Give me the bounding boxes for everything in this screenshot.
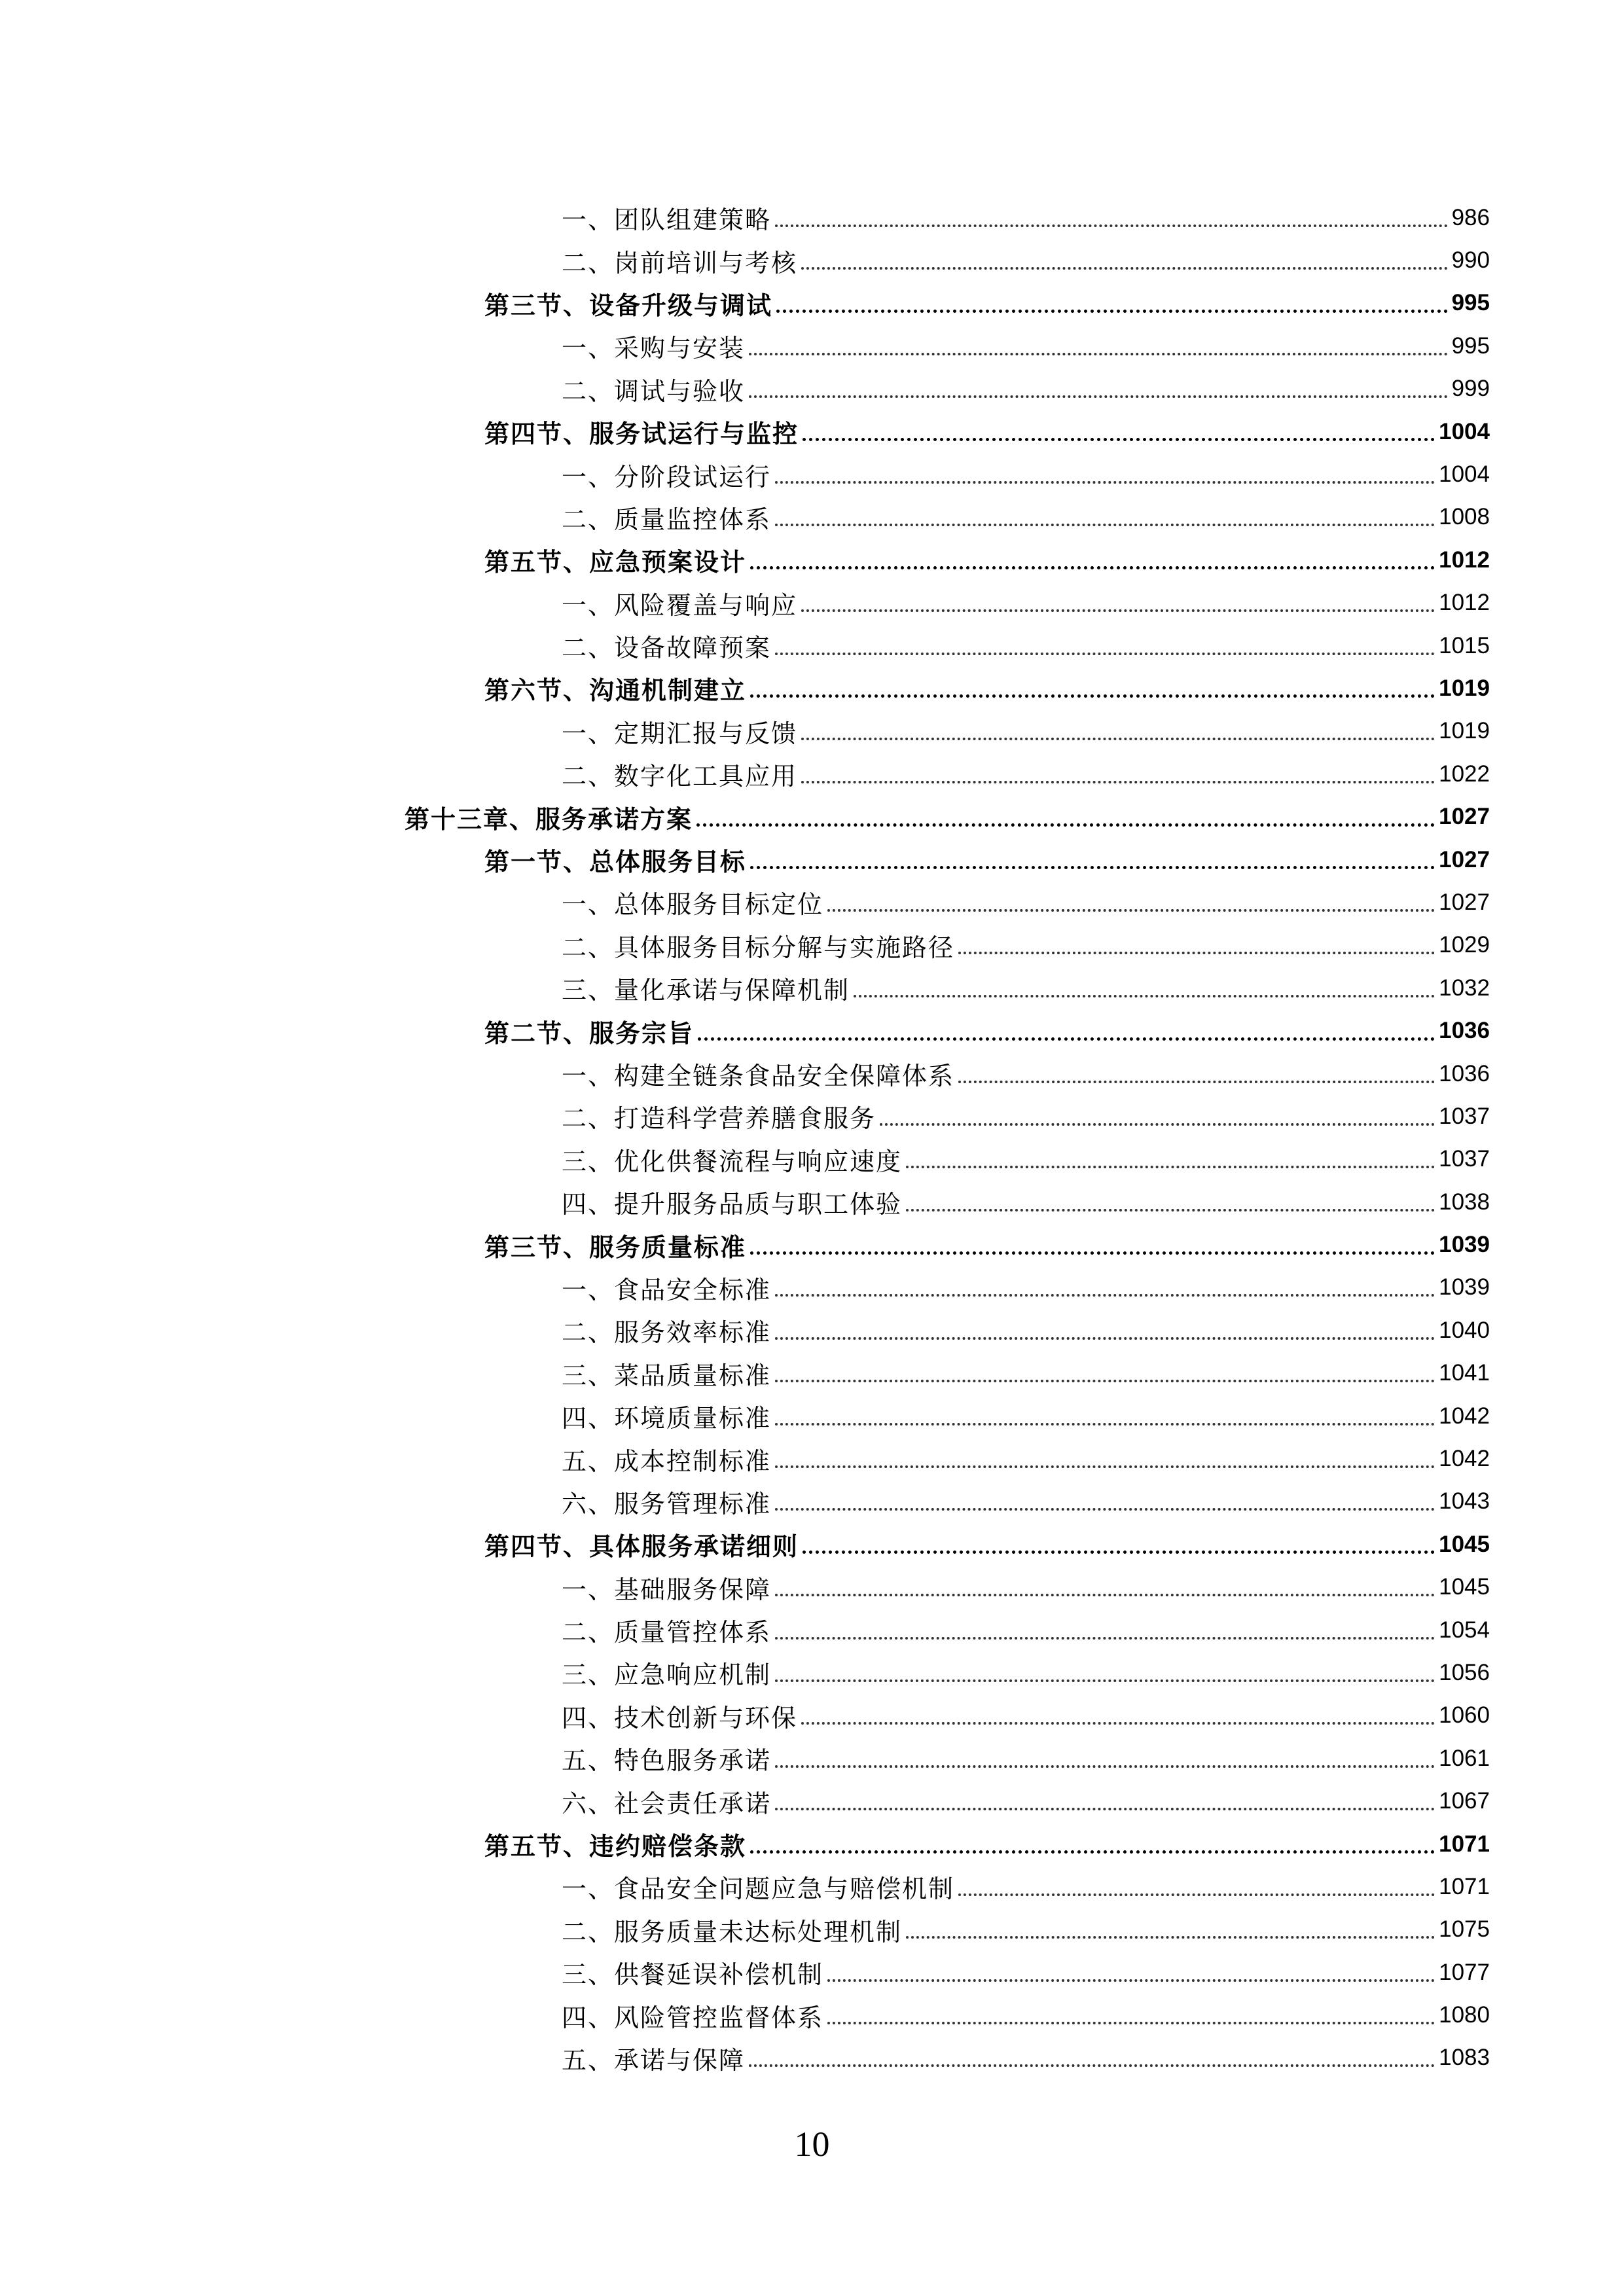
toc-section-entry[interactable] bbox=[0, 410, 1624, 453]
dot-leader bbox=[880, 1123, 1435, 1126]
toc-entry-page: 1019 bbox=[1439, 718, 1490, 744]
toc-subsection-entry[interactable] bbox=[0, 1437, 1624, 1480]
toc-subsection-entry[interactable] bbox=[0, 1566, 1624, 1609]
dot-leader bbox=[801, 738, 1435, 740]
page-number: 10 bbox=[794, 2125, 830, 2164]
table-of-contents bbox=[0, 196, 1624, 2079]
dot-leader bbox=[803, 438, 1435, 441]
dot-leader bbox=[750, 1850, 1435, 1854]
dot-leader bbox=[776, 310, 1448, 313]
toc-entry-page: 1039 bbox=[1439, 1274, 1490, 1300]
toc-entry-title: 一、采购与安装 bbox=[562, 334, 746, 363]
toc-subsection-entry[interactable] bbox=[0, 325, 1624, 367]
toc-entry-title: 四、提升服务品质与职工体验 bbox=[562, 1190, 903, 1219]
toc-entry-title: 三、优化供餐流程与响应速度 bbox=[562, 1147, 903, 1176]
toc-entry-title: 三、量化承诺与保障机制 bbox=[562, 976, 850, 1005]
toc-entry-page: 1027 bbox=[1439, 846, 1490, 872]
toc-subsection-entry[interactable] bbox=[0, 1695, 1624, 1737]
toc-entry-page: 986 bbox=[1451, 204, 1490, 230]
toc-entry-title: 第六节、沟通机制建立 bbox=[484, 676, 747, 706]
toc-entry-page: 1042 bbox=[1439, 1446, 1490, 1472]
dot-leader bbox=[749, 395, 1448, 398]
toc-entry-title: 二、质量监控体系 bbox=[562, 505, 772, 534]
toc-section-entry[interactable] bbox=[0, 667, 1624, 709]
toc-entry-title: 第四节、具体服务承诺细则 bbox=[484, 1532, 799, 1562]
toc-entry-page: 999 bbox=[1451, 376, 1490, 402]
toc-subsection-entry[interactable] bbox=[0, 1480, 1624, 1523]
dot-leader bbox=[958, 952, 1435, 954]
toc-section-entry[interactable] bbox=[0, 1823, 1624, 1865]
dot-leader bbox=[749, 353, 1448, 355]
toc-entry-page: 1037 bbox=[1439, 1146, 1490, 1172]
dot-leader bbox=[775, 1337, 1435, 1340]
toc-subsection-entry[interactable] bbox=[0, 453, 1624, 495]
toc-subsection-entry[interactable] bbox=[0, 1266, 1624, 1309]
toc-entry-page: 1029 bbox=[1439, 932, 1490, 958]
toc-entry-title: 四、环境质量标准 bbox=[562, 1404, 772, 1433]
dot-leader bbox=[906, 1166, 1435, 1168]
toc-entry-page: 1043 bbox=[1439, 1488, 1490, 1515]
toc-subsection-entry[interactable] bbox=[0, 1609, 1624, 1651]
dot-leader bbox=[775, 653, 1435, 655]
toc-subsection-entry[interactable] bbox=[0, 1994, 1624, 2036]
dot-leader bbox=[827, 1979, 1435, 1982]
toc-entry-title: 二、设备故障预案 bbox=[562, 634, 772, 663]
dot-leader bbox=[958, 1081, 1435, 1083]
toc-entry-page: 1083 bbox=[1439, 2045, 1490, 2071]
dot-leader bbox=[750, 694, 1435, 698]
toc-entry-title: 三、供餐延误补偿机制 bbox=[562, 1960, 824, 1990]
toc-entry-page: 1067 bbox=[1439, 1788, 1490, 1814]
dot-leader bbox=[827, 2022, 1435, 2024]
toc-entry-title: 一、总体服务目标定位 bbox=[562, 890, 824, 920]
toc-subsection-entry[interactable] bbox=[0, 239, 1624, 281]
toc-entry-page: 1015 bbox=[1439, 632, 1490, 658]
toc-subsection-entry[interactable] bbox=[0, 1181, 1624, 1223]
toc-entry-title: 一、风险覆盖与响应 bbox=[562, 590, 798, 620]
dot-leader bbox=[801, 609, 1435, 612]
toc-subsection-entry[interactable] bbox=[0, 1052, 1624, 1095]
dot-leader bbox=[958, 1893, 1435, 1896]
dot-leader bbox=[775, 524, 1435, 526]
toc-entry-page: 1037 bbox=[1439, 1103, 1490, 1129]
toc-subsection-entry[interactable] bbox=[0, 368, 1624, 410]
toc-entry-title: 二、调试与验收 bbox=[562, 376, 746, 406]
toc-subsection-entry[interactable] bbox=[0, 967, 1624, 1009]
toc-subsection-entry[interactable] bbox=[0, 1352, 1624, 1395]
toc-section-entry[interactable] bbox=[0, 1523, 1624, 1566]
toc-entry-title: 五、特色服务承诺 bbox=[562, 1746, 772, 1776]
toc-subsection-entry[interactable] bbox=[0, 1780, 1624, 1822]
dot-leader bbox=[775, 1765, 1435, 1768]
toc-entry-page: 1012 bbox=[1439, 590, 1490, 616]
dot-leader bbox=[775, 224, 1448, 227]
toc-entry-page: 1027 bbox=[1439, 804, 1490, 830]
toc-entry-page: 1071 bbox=[1439, 1831, 1490, 1857]
toc-entry-title: 二、具体服务目标分解与实施路径 bbox=[562, 933, 955, 962]
toc-entry-title: 二、数字化工具应用 bbox=[562, 762, 798, 791]
dot-leader bbox=[775, 1508, 1435, 1511]
toc-entry-title: 二、质量管控体系 bbox=[562, 1618, 772, 1647]
toc-entry-title: 二、服务质量未达标处理机制 bbox=[562, 1917, 903, 1946]
toc-entry-title: 第三节、服务质量标准 bbox=[484, 1232, 747, 1262]
dot-leader bbox=[749, 2064, 1435, 2067]
toc-entry-page: 995 bbox=[1451, 332, 1490, 359]
toc-entry-title: 一、团队组建策略 bbox=[562, 206, 772, 235]
toc-section-entry[interactable] bbox=[0, 282, 1624, 325]
toc-entry-page: 1056 bbox=[1439, 1659, 1490, 1685]
toc-entry-title: 第五节、违约赔偿条款 bbox=[484, 1832, 747, 1861]
dot-leader bbox=[827, 909, 1435, 912]
toc-subsection-entry[interactable] bbox=[0, 1951, 1624, 1994]
toc-section-entry[interactable] bbox=[0, 1223, 1624, 1266]
dot-leader bbox=[775, 481, 1435, 484]
toc-subsection-entry[interactable] bbox=[0, 1651, 1624, 1694]
toc-entry-title: 三、菜品质量标准 bbox=[562, 1361, 772, 1390]
toc-entry-page: 1071 bbox=[1439, 1873, 1490, 1899]
toc-subsection-entry[interactable] bbox=[0, 1737, 1624, 1780]
toc-entry-page: 1041 bbox=[1439, 1360, 1490, 1386]
toc-subsection-entry[interactable] bbox=[0, 624, 1624, 667]
toc-subsection-entry[interactable] bbox=[0, 582, 1624, 624]
toc-chapter-entry[interactable] bbox=[0, 795, 1624, 838]
toc-subsection-entry[interactable] bbox=[0, 196, 1624, 239]
toc-entry-page: 1040 bbox=[1439, 1317, 1490, 1343]
dot-leader bbox=[750, 566, 1435, 569]
toc-entry-title: 第五节、应急预案设计 bbox=[484, 548, 747, 577]
toc-entry-page: 995 bbox=[1451, 290, 1490, 316]
toc-entry-page: 1045 bbox=[1439, 1531, 1490, 1557]
toc-subsection-entry[interactable] bbox=[0, 881, 1624, 924]
toc-entry-page: 1012 bbox=[1439, 547, 1490, 573]
toc-entry-title: 一、定期汇报与反馈 bbox=[562, 719, 798, 748]
toc-subsection-entry[interactable] bbox=[0, 710, 1624, 753]
toc-entry-title: 四、风险管控监督体系 bbox=[562, 2003, 824, 2032]
dot-leader bbox=[801, 1722, 1435, 1725]
dot-leader bbox=[801, 267, 1448, 270]
dot-leader bbox=[775, 1380, 1435, 1382]
toc-entry-page: 1038 bbox=[1439, 1189, 1490, 1215]
toc-entry-page: 1008 bbox=[1439, 504, 1490, 530]
toc-subsection-entry[interactable] bbox=[0, 1909, 1624, 1951]
toc-entry-page: 1042 bbox=[1439, 1403, 1490, 1429]
toc-entry-page: 1080 bbox=[1439, 2002, 1490, 2028]
dot-leader bbox=[906, 1209, 1435, 1211]
toc-subsection-entry[interactable] bbox=[0, 2037, 1624, 2079]
toc-entry-title: 四、技术创新与环保 bbox=[562, 1703, 798, 1732]
toc-entry-title: 一、食品安全问题应急与赔偿机制 bbox=[562, 1874, 955, 1904]
toc-entry-title: 二、岗前培训与考核 bbox=[562, 248, 798, 278]
toc-entry-title: 五、成本控制标准 bbox=[562, 1446, 772, 1476]
dot-leader bbox=[775, 1808, 1435, 1810]
toc-entry-page: 1045 bbox=[1439, 1574, 1490, 1600]
toc-entry-page: 990 bbox=[1451, 247, 1490, 274]
toc-entry-page: 1054 bbox=[1439, 1617, 1490, 1643]
toc-subsection-entry[interactable] bbox=[0, 1309, 1624, 1352]
dot-leader bbox=[854, 995, 1435, 997]
dot-leader bbox=[775, 1423, 1435, 1426]
toc-subsection-entry[interactable] bbox=[0, 1865, 1624, 1908]
toc-entry-title: 第二节、服务宗旨 bbox=[484, 1018, 695, 1048]
toc-entry-title: 第一节、总体服务目标 bbox=[484, 848, 747, 877]
dot-leader bbox=[775, 1294, 1435, 1297]
dot-leader bbox=[775, 1637, 1435, 1640]
toc-entry-page: 1032 bbox=[1439, 975, 1490, 1001]
toc-entry-title: 第三节、设备升级与调试 bbox=[484, 291, 773, 320]
toc-subsection-entry[interactable] bbox=[0, 1395, 1624, 1437]
toc-entry-page: 1061 bbox=[1439, 1745, 1490, 1771]
dot-leader bbox=[803, 1551, 1435, 1554]
toc-subsection-entry[interactable] bbox=[0, 1095, 1624, 1138]
toc-entry-page: 1036 bbox=[1439, 1018, 1490, 1044]
dot-leader bbox=[906, 1936, 1435, 1939]
dot-leader bbox=[801, 781, 1435, 783]
toc-entry-title: 六、服务管理标准 bbox=[562, 1489, 772, 1518]
toc-subsection-entry[interactable] bbox=[0, 753, 1624, 795]
toc-entry-title: 一、基础服务保障 bbox=[562, 1575, 772, 1604]
toc-entry-page: 1060 bbox=[1439, 1702, 1490, 1729]
toc-entry-title: 一、构建全链条食品安全保障体系 bbox=[562, 1062, 955, 1090]
toc-entry-page: 1039 bbox=[1439, 1232, 1490, 1258]
toc-entry-page: 1019 bbox=[1439, 675, 1490, 701]
toc-entry-title: 一、食品安全标准 bbox=[562, 1275, 772, 1304]
dot-leader bbox=[750, 1251, 1435, 1255]
toc-entry-page: 1077 bbox=[1439, 1959, 1490, 1985]
dot-leader bbox=[775, 1465, 1435, 1468]
toc-section-entry[interactable] bbox=[0, 539, 1624, 581]
toc-entry-title: 第十三章、服务承诺方案 bbox=[405, 804, 693, 834]
toc-entry-page: 1022 bbox=[1439, 761, 1490, 787]
toc-entry-title: 五、承诺与保障 bbox=[562, 2045, 746, 2075]
toc-section-entry[interactable] bbox=[0, 1009, 1624, 1052]
toc-entry-title: 二、打造科学营养膳食服务 bbox=[562, 1104, 876, 1134]
toc-section-entry[interactable] bbox=[0, 838, 1624, 881]
toc-entry-page: 1004 bbox=[1439, 418, 1490, 444]
toc-entry-page: 1036 bbox=[1439, 1060, 1490, 1086]
toc-entry-title: 一、分阶段试运行 bbox=[562, 462, 772, 492]
dot-leader bbox=[775, 1594, 1435, 1596]
toc-subsection-entry[interactable] bbox=[0, 496, 1624, 539]
dot-leader bbox=[775, 1679, 1435, 1682]
toc-subsection-entry[interactable] bbox=[0, 1138, 1624, 1181]
toc-entry-page: 1075 bbox=[1439, 1916, 1490, 1943]
toc-entry-title: 三、应急响应机制 bbox=[562, 1660, 772, 1690]
dot-leader bbox=[696, 823, 1435, 827]
toc-entry-page: 1004 bbox=[1439, 461, 1490, 488]
dot-leader bbox=[750, 866, 1435, 869]
toc-subsection-entry[interactable] bbox=[0, 924, 1624, 967]
dot-leader bbox=[698, 1037, 1435, 1041]
toc-entry-title: 二、服务效率标准 bbox=[562, 1318, 772, 1348]
toc-entry-title: 第四节、服务试运行与监控 bbox=[484, 420, 799, 449]
toc-entry-page: 1027 bbox=[1439, 889, 1490, 915]
toc-entry-title: 六、社会责任承诺 bbox=[562, 1789, 772, 1818]
